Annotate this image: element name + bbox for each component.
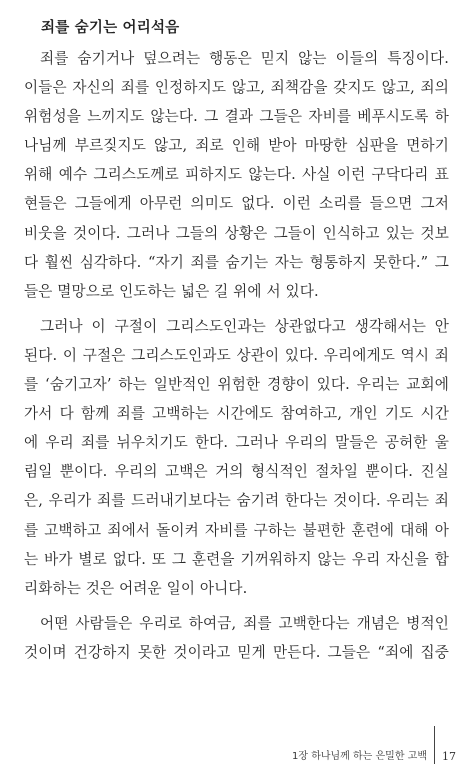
text-line: 현들은 그들에게 아무런 의미도 없다. 이런 소리를 들으면 그저 bbox=[24, 195, 449, 213]
text-line: 는 바가 별로 없다. 또 그 훈련을 기꺼워하지 않는 우리 자신을 합 bbox=[24, 550, 449, 568]
text-line: 림일 뿐이다. 우리의 고백은 거의 형식적인 절차일 뿐이다. 진실 bbox=[24, 463, 449, 481]
paragraph-1 bbox=[24, 44, 449, 306]
text-line: 그러나 이 구절이 그리스도인과는 상관없다고 생각해서는 안 bbox=[40, 317, 449, 335]
text-line: 된다. 이 구절은 그리스도인과도 상관이 있다. 우리에게도 역시 죄 bbox=[24, 346, 449, 364]
text-line: 이들은 자신의 죄를 인정하지도 않고, 죄책감을 갖지도 않고, 죄의 bbox=[24, 79, 449, 97]
text-line: 것이며 건강하지 못한 것이라고 믿게 만든다. 그들은 “죄에 집중 bbox=[24, 643, 449, 661]
text-line: 나님께 부르짖지도 않고, 죄로 인해 받아 마땅한 심판을 면하기 bbox=[24, 137, 449, 155]
paragraph-3 bbox=[24, 609, 449, 667]
text-line: 들은 멸망으로 인도하는 넓은 길 위에 서 있다. bbox=[24, 282, 319, 300]
section-heading: 죄를 숨기는 어리석음 bbox=[41, 20, 180, 36]
paragraph-2 bbox=[24, 312, 449, 603]
page-footer bbox=[292, 726, 456, 764]
text-line: 위험성을 느끼지도 않는다. 그 결과 그들은 자비를 베푸시도록 하 bbox=[24, 108, 449, 126]
text-line: 은, 우리가 죄를 드러내기보다는 숨기려 한다는 것이다. 우리는 죄 bbox=[24, 492, 449, 510]
text-line: 에 우리 죄를 뉘우치기도 한다. 그러나 우리의 말들은 공허한 울 bbox=[24, 434, 449, 452]
text-line: 죄를 숨기거나 덮으려는 행동은 믿지 않는 이들의 특징이다. bbox=[40, 50, 449, 67]
page-number: 17 bbox=[442, 750, 456, 763]
text-line: 가서 다 함께 죄를 고백하는 시간에도 참여하고, 개인 기도 시간 bbox=[24, 405, 449, 423]
running-head: 1장 하나님께 하는 은밀한 고백 bbox=[292, 751, 427, 762]
text-line: 를 고백하고 죄에서 돌이켜 자비를 구하는 불편한 훈련에 대해 아 bbox=[24, 521, 449, 539]
text-line: 다 훨씬 심각하다. “자기 죄를 숨기는 자는 형통하지 못한다.” 그 bbox=[24, 253, 449, 271]
text-line: 리화하는 것은 어려운 일이 아니다. bbox=[24, 579, 248, 597]
footer-divider bbox=[434, 726, 435, 764]
text-line: 위해 예수 그리스도께로 피하지도 않는다. 사실 이런 구닥다리 표 bbox=[24, 166, 449, 184]
text-line: 를 ‘숨기고자’ 하는 일반적인 위험한 경향이 있다. 우리는 교회에 bbox=[24, 376, 449, 394]
body-text bbox=[24, 44, 449, 667]
text-line: 어떤 사람들은 우리로 하여금, 죄를 고백한다는 개념은 병적인 bbox=[40, 614, 449, 632]
text-line: 비웃을 것이다. 그러나 그들의 상황은 그들이 인식하고 있는 것보 bbox=[24, 224, 449, 242]
